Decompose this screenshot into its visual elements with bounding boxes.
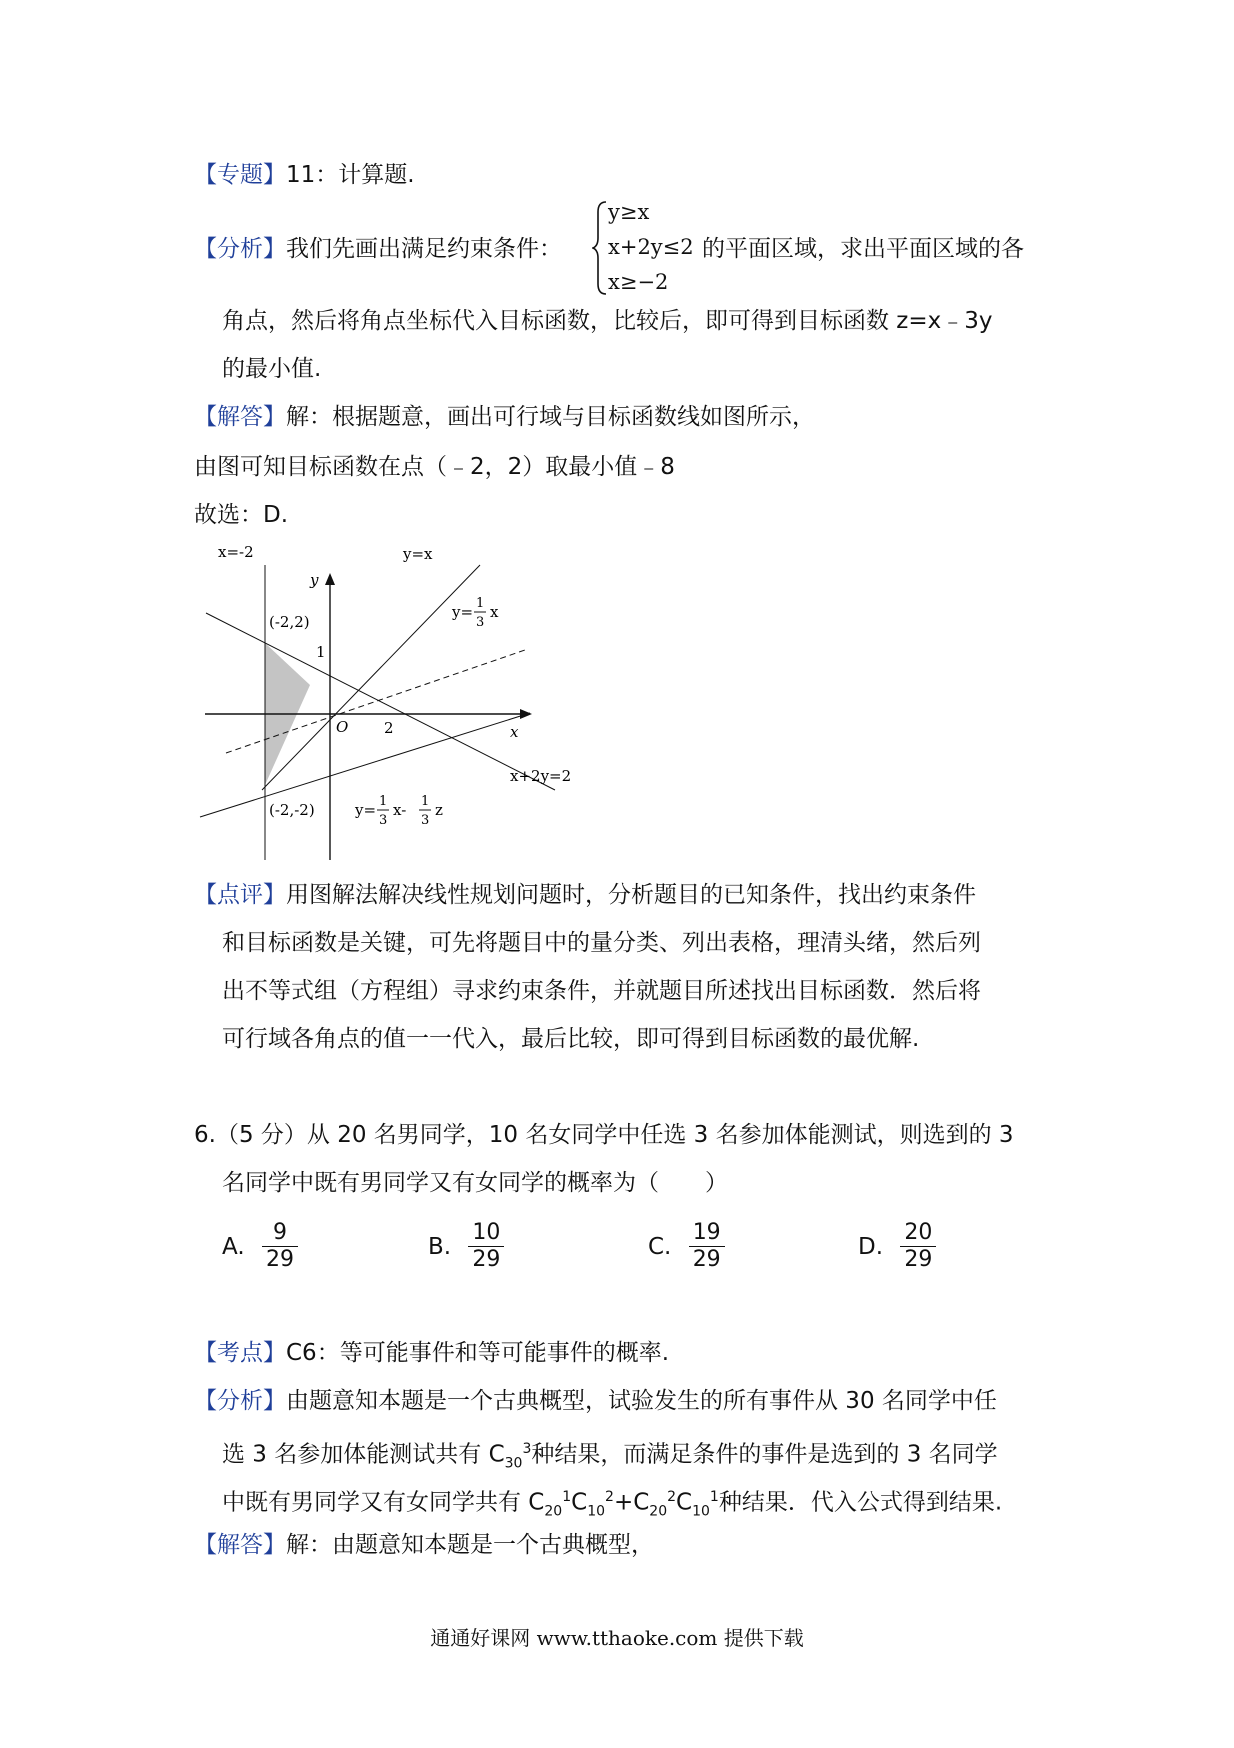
label-obj-suffix: z xyxy=(435,801,443,819)
label-x-eq-neg2: x=-2 xyxy=(218,545,254,561)
q6-options xyxy=(0,1220,1234,1280)
option-a[interactable] xyxy=(222,1220,298,1273)
label-x-axis: x xyxy=(510,723,519,741)
c4-sub: 10 xyxy=(692,1503,710,1520)
q6-analysis-line2-b: 种结果，而满足条件的事件是选到的 3 名同学 xyxy=(531,1441,998,1468)
q6-analysis-line2-a: 选 3 名参加体能测试共有 C xyxy=(222,1441,505,1468)
point-text: C6：等可能事件和等可能事件的概率. xyxy=(286,1340,670,1366)
c1-sub: 20 xyxy=(544,1503,563,1520)
constraint-3: x≥−2 xyxy=(608,270,669,294)
option-c-label: C. xyxy=(648,1233,672,1260)
comment-text-1: 用图解法解决线性规划问题时，分析题目的已知条件，找出约束条件 xyxy=(286,882,976,908)
label-point-neg2-neg2: (-2,-2) xyxy=(269,801,315,819)
point-line xyxy=(194,1336,669,1370)
option-a-den: 29 xyxy=(265,1247,294,1272)
page-footer: 通通好课网 www.tthaoke.com 提供下载 xyxy=(430,1626,804,1650)
y-axis-arrow-icon xyxy=(325,573,335,585)
option-d-label: D. xyxy=(858,1233,884,1260)
option-d-den: 29 xyxy=(904,1247,933,1272)
option-d-fraction xyxy=(900,1220,936,1273)
label-y-third-num: 1 xyxy=(476,596,485,611)
c4-sup: 1 xyxy=(709,1489,719,1505)
option-b-label: B. xyxy=(428,1233,452,1260)
label-two: 2 xyxy=(384,719,394,737)
point-tag: 【考点】 xyxy=(194,1340,286,1366)
option-c-fraction xyxy=(689,1220,725,1273)
c2-sup: 2 xyxy=(605,1489,614,1505)
analysis-line2: 角点，然后将角点坐标代入目标函数，比较后，即可得到目标函数 z=x﹣3y xyxy=(222,308,993,334)
comment-line-1 xyxy=(194,878,976,912)
label-obj-den2: 3 xyxy=(421,813,430,828)
c3-sup: 2 xyxy=(667,1489,677,1505)
topic-text: 11：计算题. xyxy=(286,162,415,188)
c2-sub: 10 xyxy=(587,1503,606,1520)
answer-line-3: 故选：D. xyxy=(194,502,289,528)
answer-line-2: 由图可知目标函数在点（﹣2，2）取最小值﹣8 xyxy=(194,454,675,480)
label-y-eq-x: y=x xyxy=(403,545,433,563)
label-obj-mid: x- xyxy=(393,801,407,819)
label-point-neg2-2: (-2,2) xyxy=(269,613,310,631)
c3-letter: C xyxy=(633,1489,650,1516)
label-y-third-suffix: x xyxy=(490,603,499,621)
label-obj-num2: 1 xyxy=(421,794,430,809)
topic-tag: 【专题】 xyxy=(194,162,286,188)
analysis-line1a: 我们先画出满足约束条件： xyxy=(286,236,562,262)
analysis-line-1 xyxy=(194,232,562,266)
answer-text-1: 解：根据题意，画出可行域与目标函数线如图所示， xyxy=(286,404,815,430)
q6-line-2: 名同学中既有男同学又有女同学的概率为（ ） xyxy=(222,1170,728,1196)
analysis-tag: 【分析】 xyxy=(194,236,286,262)
comment-line-2: 和目标函数是关键，可先将题目中的量分类、列出表格，理清头绪，然后列 xyxy=(222,930,981,956)
constraint-2: x+2y≤2 xyxy=(608,235,694,259)
c4-letter: C xyxy=(676,1489,693,1516)
q6-analysis-line-1 xyxy=(194,1384,997,1418)
line-x-plus-2y xyxy=(206,613,555,790)
c30-sub: 30 xyxy=(504,1455,523,1472)
option-a-fraction xyxy=(262,1220,298,1273)
q6-answer-text: 解：由题意知本题是一个古典概型， xyxy=(286,1532,654,1558)
feasible-region-figure xyxy=(190,545,580,865)
comment-line-3: 出不等式组（方程组）寻求约束条件，并就题目所述找出目标函数．然后将 xyxy=(222,978,981,1004)
option-b-num: 10 xyxy=(468,1220,504,1247)
option-c-num: 19 xyxy=(689,1220,725,1247)
answer-tag: 【解答】 xyxy=(194,404,286,430)
option-d-num: 20 xyxy=(900,1220,936,1247)
comment-line-4: 可行域各角点的值一一代入，最后比较，即可得到目标函数的最优解. xyxy=(222,1026,920,1052)
option-b[interactable] xyxy=(428,1220,504,1273)
option-a-label: A. xyxy=(222,1233,245,1260)
option-d[interactable] xyxy=(858,1220,936,1273)
constraint-1: y≥x xyxy=(608,200,650,224)
label-origin: O xyxy=(336,718,349,736)
label-y-axis: y xyxy=(310,571,319,589)
brace-icon xyxy=(592,200,608,296)
label-y-third-den: 3 xyxy=(476,615,485,630)
plus-sign: + xyxy=(613,1489,634,1516)
topic-line xyxy=(194,158,415,192)
analysis-line1b: 的平面区域，求出平面区域的各 xyxy=(702,236,1024,262)
label-x-plus-2y: x+2y=2 xyxy=(510,767,572,785)
q6-answer-line xyxy=(194,1528,654,1562)
option-b-fraction xyxy=(468,1220,504,1273)
c2-letter: C xyxy=(571,1489,588,1516)
comment-tag: 【点评】 xyxy=(194,882,286,908)
label-one: 1 xyxy=(316,643,326,661)
q6-analysis-line3-a: 中既有男同学又有女同学共有 C xyxy=(222,1489,545,1516)
q6-analysis-line-3 xyxy=(222,1480,1002,1528)
c1-sup: 1 xyxy=(562,1489,572,1505)
q6-analysis-text-1: 由题意知本题是一个古典概型，试验发生的所有事件从 30 名同学中任 xyxy=(286,1388,997,1414)
label-y-third-prefix: y= xyxy=(452,603,474,621)
q6-analysis-line-2 xyxy=(222,1432,998,1480)
option-c-den: 29 xyxy=(692,1247,721,1272)
q6-answer-tag: 【解答】 xyxy=(194,1532,286,1558)
q6-analysis-line3-b: 种结果．代入公式得到结果. xyxy=(718,1489,1003,1516)
c3-sub: 20 xyxy=(649,1503,668,1520)
label-obj-den1: 3 xyxy=(379,813,388,828)
answer-line-1 xyxy=(194,400,815,434)
option-b-den: 29 xyxy=(472,1247,501,1272)
label-obj-num1: 1 xyxy=(379,794,388,809)
q6-line-1: 6.（5 分）从 20 名男同学，10 名女同学中任选 3 名参加体能测试，则选到的 3 xyxy=(194,1122,1014,1148)
option-c[interactable] xyxy=(648,1220,725,1273)
q6-analysis-tag: 【分析】 xyxy=(194,1388,286,1414)
option-a-num: 9 xyxy=(262,1220,298,1247)
analysis-line3: 的最小值. xyxy=(222,356,322,382)
label-obj-prefix: y= xyxy=(355,801,377,819)
c30-sup: 3 xyxy=(522,1441,532,1457)
